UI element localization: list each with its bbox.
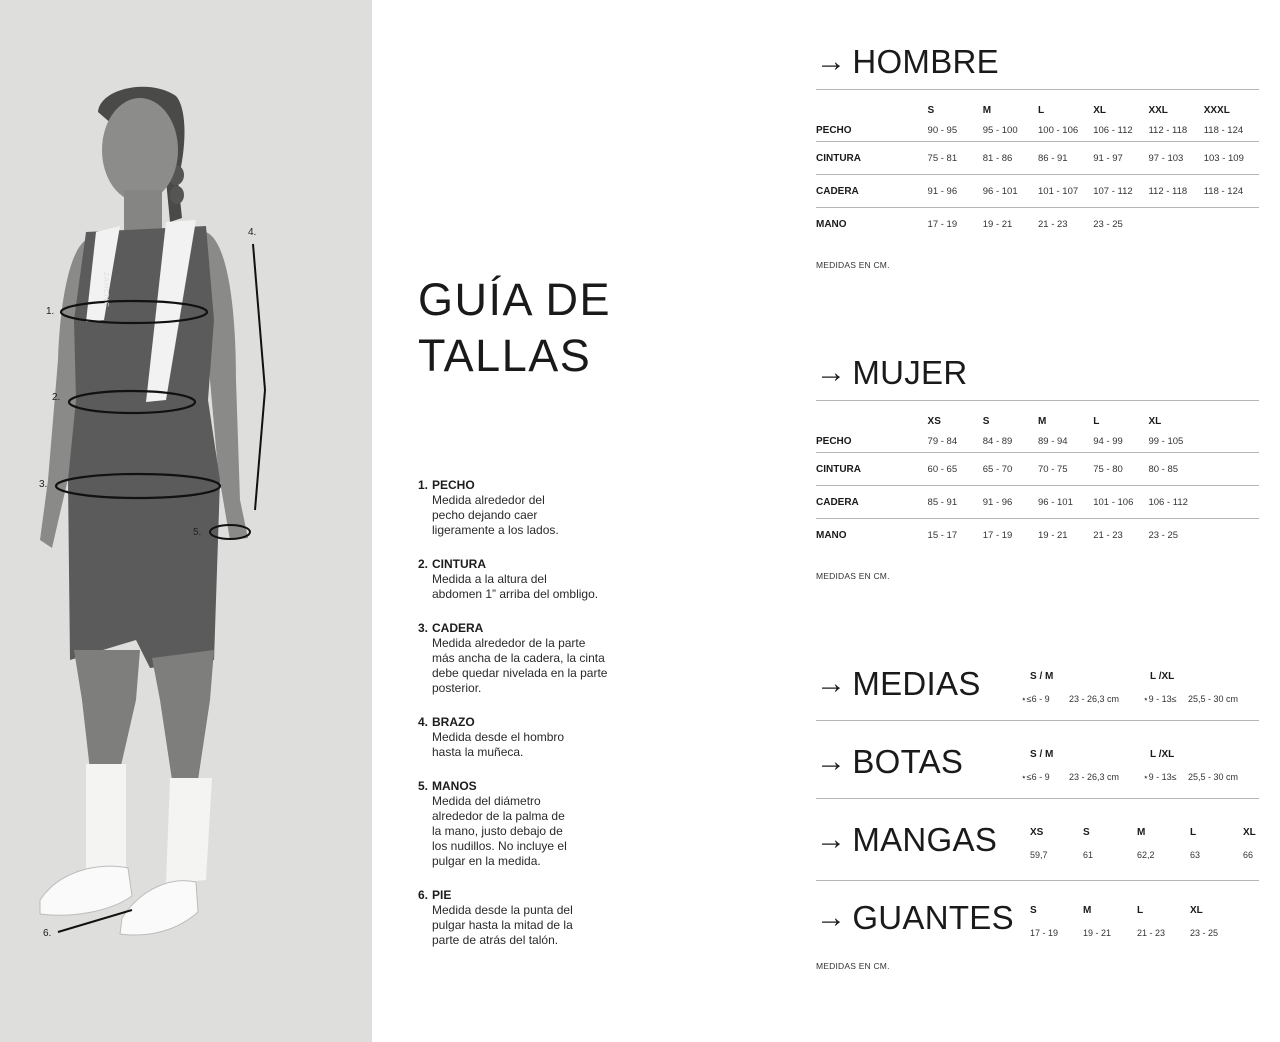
guide-item-pecho [418,478,618,538]
botas-lxl-shoe-size: ⋆9 - 13≤ [1143,772,1177,782]
guide-title-line1: GUÍA DE [418,274,612,325]
guide-item-number: 6. [418,888,429,902]
guide-item-number: 4. [418,715,429,729]
table-row [816,120,1259,142]
mangas-value: 63 [1190,850,1201,860]
table-cell: 91 - 96 [983,486,1038,519]
guide-item-manos [418,779,618,869]
medias-lxl-length: 25,5 - 30 cm [1188,694,1239,704]
hombre-size-table [816,89,1259,241]
size-header: L [1038,104,1045,116]
table-cell: 96 - 101 [983,175,1038,208]
table-row [816,453,1259,486]
size-header: M [1038,415,1047,427]
guide-item-desc: ligeramente a los lados. [432,523,559,537]
table-cell: 85 - 91 [928,486,983,519]
size-header: XL [1093,104,1107,116]
table-cell: 79 - 84 [928,431,983,453]
mujer-units-note: MEDIDAS EN CM. [816,571,890,581]
botas-title: BOTAS [852,743,964,780]
mujer-size-table [816,400,1259,552]
model-photo [0,0,372,1042]
table-cell: 106 - 112 [1093,120,1148,142]
mangas-size-header: M [1137,827,1146,838]
marker-6: 6. [43,928,52,939]
guantes-size-header: S [1030,905,1037,916]
size-header: L [1093,415,1100,427]
model-illustration [0,0,372,1042]
botas-size-lxl: L /XL [1150,749,1175,760]
table-cell: 81 - 86 [983,142,1038,175]
medias-sm-length: 23 - 26,3 cm [1069,694,1120,704]
table-cell: 100 - 106 [1038,120,1093,142]
measurement-guide-list [418,478,618,967]
arrow-right-icon: → [816,356,847,389]
marker-2: 2. [52,392,61,403]
guide-item-desc: más ancha de la cadera, la cinta [432,651,605,665]
guide-item-name: PECHO [432,478,475,492]
medias-lxl-shoe-size: ⋆9 - 13≤ [1143,694,1177,704]
marker-5: 5. [193,527,202,538]
botas-heading [816,744,963,780]
table-cell: 112 - 118 [1148,120,1203,142]
guide-item-desc: pulgar hasta la mitad de la [432,918,573,932]
table-cell: 106 - 112 [1148,486,1203,519]
guantes-size-header: XL [1190,905,1203,916]
table-cell: 112 - 118 [1148,175,1203,208]
guantes-value: 17 - 19 [1030,928,1059,938]
table-cell: 60 - 65 [928,453,983,486]
guide-item-brazo [418,715,618,760]
guide-item-name: MANOS [432,779,477,793]
table-cell [1204,431,1259,453]
divider [816,798,1259,799]
table-cell [1204,453,1259,486]
table-cell: 94 - 99 [1093,431,1148,453]
guide-item-name: PIE [432,888,452,902]
row-label: CADERA [816,486,928,519]
guide-item-desc: hasta la muñeca. [432,745,524,759]
table-cell: 118 - 124 [1204,120,1259,142]
medias-heading [816,666,981,702]
guide-item-desc: posterior. [432,681,482,695]
guide-item-desc: abdomen 1” arriba del ombligo. [432,587,599,601]
table-cell: 84 - 89 [983,431,1038,453]
table-cell: 65 - 70 [983,453,1038,486]
medias-size-sm: S / M [1030,671,1054,682]
guide-item-desc: debe quedar nivelada en la parte [432,666,608,680]
guide-item-number: 5. [418,779,429,793]
row-label: CADERA [816,175,928,208]
table-cell: 99 - 105 [1148,431,1203,453]
size-header: S [927,104,935,116]
guantes-value: 23 - 25 [1190,928,1219,938]
arrow-right-icon: → [816,45,847,78]
guide-item-desc: Medida a la altura del [432,572,547,586]
table-row [816,486,1259,519]
table-corner [816,90,928,120]
medias-size-lxl: L /XL [1150,671,1175,682]
guide-item-desc: Medida del diámetro [432,794,541,808]
size-header: M [982,104,992,116]
table-cell: 96 - 101 [1038,486,1093,519]
botas-lxl-length: 25,5 - 30 cm [1188,772,1239,782]
arrow-right-icon: → [816,901,847,934]
hombre-units-note: MEDIDAS EN CM. [816,260,890,270]
table-cell [1148,208,1203,241]
guantes-size-header: L [1137,905,1144,916]
size-header: XL [1148,415,1162,427]
guide-item-cintura [418,557,618,602]
table-cell: 21 - 23 [1038,218,1068,230]
guide-item-name: CADERA [432,621,484,635]
marker-4: 4. [248,227,257,238]
table-cell: 19 - 21 [1038,529,1068,541]
guantes-value: 19 - 21 [1083,928,1112,938]
guide-item-desc: Medida desde el hombro [432,730,565,744]
guide-item-desc: Medida alrededor del [432,493,545,507]
hombre-title: HOMBRE [852,43,999,80]
row-label: CINTURA [816,142,928,175]
guide-item-number: 2. [418,557,429,571]
medias-title: MEDIAS [852,665,981,702]
table-corner [816,401,928,431]
guide-item-desc: pulgar en la medida. [432,854,541,868]
mangas-value: 62,2 [1137,850,1155,860]
mangas-size-header: XS [1030,827,1044,838]
guide-item-pie [418,888,618,948]
guide-item-number: 1. [418,478,429,492]
guide-title [418,272,718,384]
guide-item-desc: los nudillos. No incluye el [432,839,567,853]
table-cell: 91 - 96 [928,175,983,208]
table-row [816,431,1259,453]
table-cell: 97 - 103 [1148,142,1203,175]
table-cell: 101 - 106 [1093,486,1148,519]
botas-size-sm: S / M [1030,749,1054,760]
divider [816,720,1259,721]
table-cell: 91 - 97 [1093,142,1148,175]
divider [816,880,1259,881]
guide-item-desc: alrededor de la palma de [432,809,565,823]
guide-item-name: BRAZO [432,715,475,729]
table-cell: 118 - 124 [1204,175,1259,208]
hombre-heading [816,44,999,80]
arrow-right-icon: → [816,667,847,700]
table-cell: 95 - 100 [983,120,1038,142]
botas-sm-length: 23 - 26,3 cm [1069,772,1120,782]
row-label: MANO [816,218,847,230]
botas-sm-shoe-size: ⋆≤6 - 9 [1021,772,1050,782]
mangas-value: 61 [1083,850,1094,860]
table-cell: 75 - 81 [928,142,983,175]
table-cell: 21 - 23 [1093,529,1123,541]
table-cell: 89 - 94 [1038,431,1093,453]
table-cell: 75 - 80 [1093,453,1148,486]
size-header [1204,401,1259,431]
table-cell [1204,519,1259,552]
table-header-row [816,401,1259,431]
table-header-row [816,90,1259,120]
row-label: PECHO [816,120,928,142]
guide-item-number: 3. [418,621,429,635]
table-cell: 86 - 91 [1038,142,1093,175]
row-label: MANO [816,529,847,541]
guide-item-desc: parte de atrás del talón. [432,933,559,947]
mangas-value: 66 [1243,850,1254,860]
table-cell: 15 - 17 [927,529,958,541]
table-cell: 107 - 112 [1093,175,1148,208]
table-cell: 80 - 85 [1148,453,1203,486]
mangas-heading [816,822,997,858]
marker-3: 3. [39,479,48,490]
guide-item-desc: pecho dejando caer [432,508,538,522]
row-label: PECHO [816,431,928,453]
table-cell: 17 - 19 [982,529,1013,541]
mujer-title: MUJER [852,354,968,391]
mujer-heading [816,355,967,391]
table-row [816,175,1259,208]
jersey-logo-text: ZAHLTIG [102,272,109,309]
arrow-right-icon: → [816,745,847,778]
size-header: XXL [1148,104,1168,116]
table-cell: 23 - 25 [1093,218,1123,230]
table-cell: 70 - 75 [1038,453,1093,486]
table-cell: 103 - 109 [1204,142,1259,175]
table-cell: 101 - 107 [1038,175,1093,208]
guantes-title: GUANTES [852,899,1014,936]
marker-1: 1. [46,306,55,317]
arrow-right-icon: → [816,823,847,856]
mangas-title: MANGAS [852,821,998,858]
guantes-heading [816,900,1014,936]
table-cell [1204,208,1259,241]
guide-title-line2: TALLAS [418,330,592,381]
table-row [816,519,1259,552]
size-header: S [982,415,990,427]
table-cell: 23 - 25 [1148,529,1179,541]
guide-item-desc: Medida alrededor de la parte [432,636,586,650]
table-cell: 90 - 95 [928,120,983,142]
guantes-value: 21 - 23 [1137,928,1166,938]
table-cell: 17 - 19 [927,218,958,230]
guide-item-name: CINTURA [432,557,486,571]
size-header: XXXL [1203,104,1230,116]
table-row [816,208,1259,241]
table-cell: 19 - 21 [982,218,1013,230]
table-row [816,142,1259,175]
guide-item-desc: Medida desde la punta del [432,903,573,917]
mangas-value: 59,7 [1030,850,1048,860]
row-label: CINTURA [816,453,928,486]
guide-item-desc: la mano, justo debajo de [432,824,563,838]
mangas-size-header: S [1083,827,1090,838]
accessories-units-note: MEDIDAS EN CM. [816,961,890,971]
medias-sm-shoe-size: ⋆≤6 - 9 [1021,694,1050,704]
table-cell [1204,486,1259,519]
guantes-size-header: M [1083,905,1092,916]
mangas-size-header: L [1190,827,1197,838]
guide-item-cadera [418,621,618,696]
size-header: XS [927,415,941,427]
mangas-size-header: XL [1243,827,1256,838]
